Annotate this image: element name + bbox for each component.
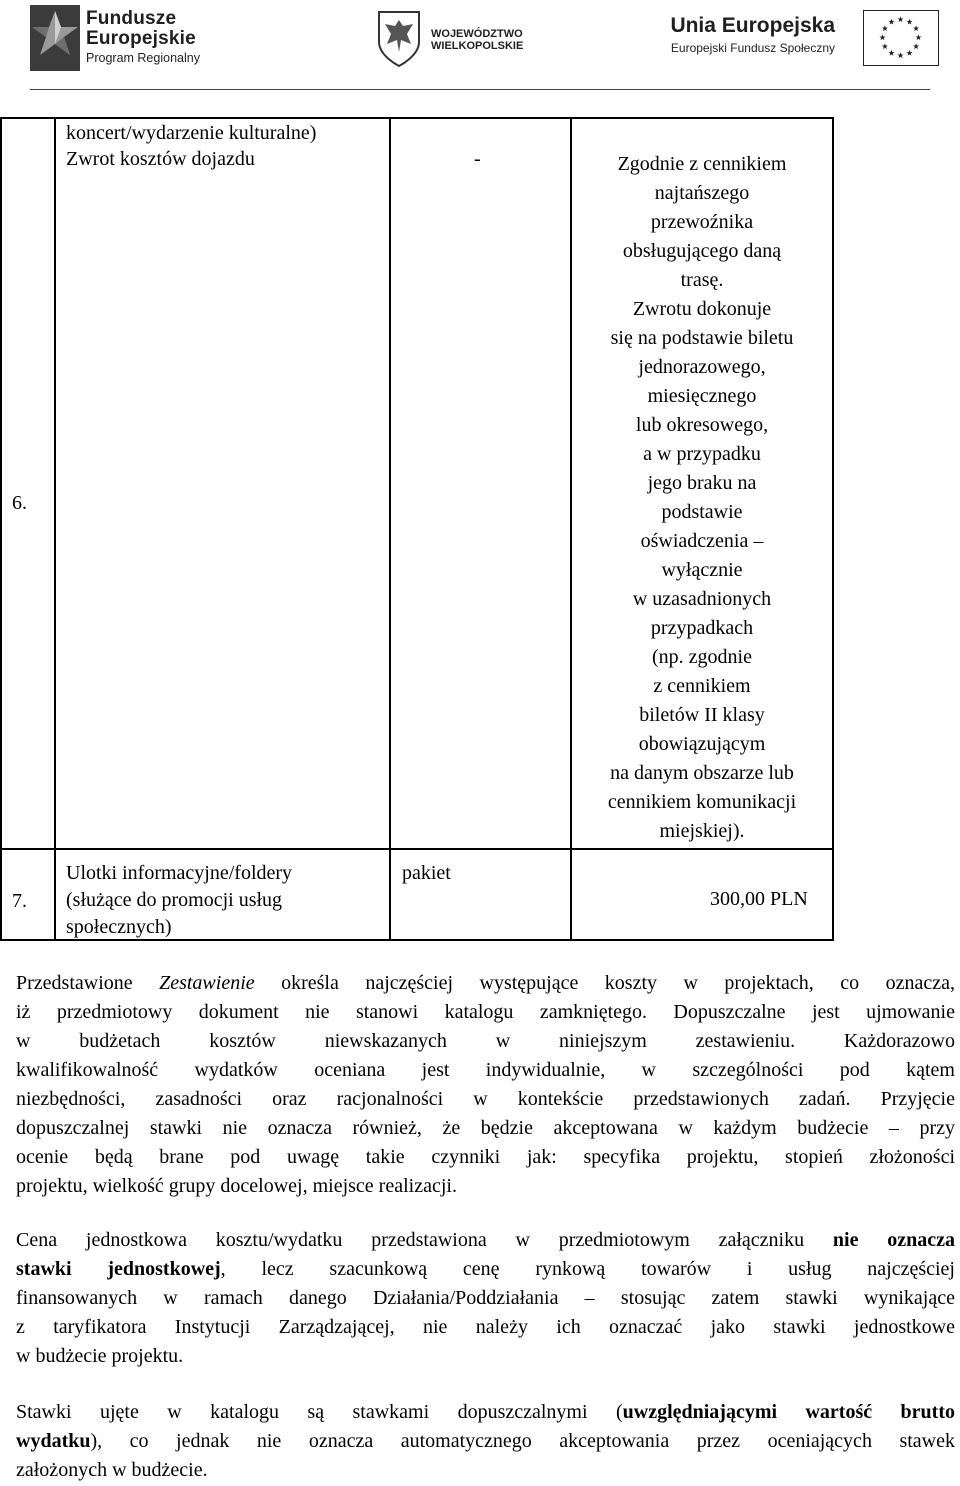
eu-star-icon xyxy=(879,34,885,40)
p3-line: wydatku), co jednak nie oznacza automatycznego akceptowania przez oceniających stawek xyxy=(16,1430,955,1452)
row7-unit: pakiet xyxy=(402,862,451,884)
row6-price-line: wyłącznie xyxy=(661,559,743,581)
col-line-1 xyxy=(54,117,56,941)
eu-star-icon xyxy=(888,19,894,25)
row6-name: Zwrot kosztów dojazdu xyxy=(66,148,255,170)
ue-subtitle: Europejski Fundusz Społeczny xyxy=(670,41,835,55)
row6-number: 6. xyxy=(12,492,27,514)
p1-line: niezbędności, zasadności oraz racjonalności w kontekście przedstawionych zadań. Przyjęcie xyxy=(16,1088,955,1110)
eu-star-icon xyxy=(882,43,888,49)
row6-price-line: obsługującego daną xyxy=(622,240,782,262)
row6-price-line: cennikiem komunikacji xyxy=(607,791,797,813)
eu-star-icon xyxy=(913,25,919,31)
row7-price: 300,00 PLN xyxy=(710,888,808,910)
fe-title-line2: Europejskie xyxy=(86,28,196,49)
eu-star-icon xyxy=(897,16,903,22)
row6-price-line: się na podstawie biletu xyxy=(610,327,794,349)
fundusze-europejskie-logo xyxy=(30,5,250,71)
p1-line: Przedstawione Zestawienie określa najczęściej występujące koszty w projektach, co oznacza, xyxy=(16,972,955,994)
col-line-4 xyxy=(832,117,834,941)
eu-star-icon xyxy=(897,52,903,58)
row6-price-line: lub okresowego, xyxy=(635,414,769,436)
zestawienie-emphasis: Zestawienie xyxy=(159,972,255,994)
unia-europejska-logo xyxy=(655,10,940,70)
cost-table xyxy=(0,117,834,941)
eu-star-icon xyxy=(888,50,894,56)
fe-subtitle: Program Regionalny xyxy=(86,51,200,65)
p2-line: z taryfikatora Instytucji Zarządzającej, nie należy ich oznaczać jako stawki jednostkowe xyxy=(16,1316,955,1338)
row6-unit: - xyxy=(474,148,481,170)
row6-price-line: Zgodnie z cennikiem xyxy=(617,153,787,175)
row6-price-line: jego braku na xyxy=(647,472,757,494)
eu-star-icon xyxy=(882,25,888,31)
p1-line: kwalifikowalność wydatków oceniana jest indywidualnie, w szczególności pod kątem xyxy=(16,1059,955,1081)
paragraph-stawki xyxy=(16,1398,955,1485)
p2-line: finansowanych w ramach danego Działania/Poddziałania – stosując zatem stawki wynikające xyxy=(16,1287,955,1309)
row6-price-line: obowiązującym xyxy=(638,733,766,755)
prev-row-text: koncert/wydarzenie kulturalne) xyxy=(66,122,317,144)
wojewodztwo-wielkopolskie-logo xyxy=(375,8,535,68)
row6-price-line: podstawie xyxy=(661,501,743,523)
p1-line: projektu, wielkość grupy docelowej, miejsce realizacji. xyxy=(16,1175,457,1197)
row7-number: 7. xyxy=(12,890,27,912)
row6-price-line: z cennikiem xyxy=(653,675,751,697)
fe-star-icon xyxy=(30,5,80,71)
row6-price-line: (np. zgodnie xyxy=(652,646,752,668)
row6-price-line: miejskiej). xyxy=(659,820,745,842)
row6-price-line: trasę. xyxy=(680,269,724,291)
row6-price-line: w uzasadnionych xyxy=(632,588,772,610)
wydatku-bold: wydatku xyxy=(16,1430,91,1452)
header-divider xyxy=(30,89,930,90)
p1-line: iż przedmiotowy dokument nie stanowi katalogu zamkniętego. Dopuszczalne jest ujmowanie xyxy=(16,1001,955,1023)
row6-price-line: oświadczenia – xyxy=(640,530,764,552)
eu-star-icon xyxy=(913,43,919,49)
col-line-2 xyxy=(389,117,391,941)
paragraph-zestawienie xyxy=(16,969,955,1201)
ue-title: Unia Europejska xyxy=(670,14,835,37)
p2-line: stawki jednostkowej, lecz szacunkową cenę rynkową towarów i usług najczęściej xyxy=(16,1258,955,1280)
wlkp-line1: WOJEWÓDZTWO xyxy=(431,28,523,40)
eagle-crest-icon xyxy=(375,8,423,68)
row6-price-line: jednorazowego, xyxy=(638,356,766,378)
row6-price-line: najtańszego xyxy=(654,182,750,204)
p3-line: założonych w budżecie. xyxy=(16,1459,208,1481)
row6-price-line: a w przypadku xyxy=(643,443,761,465)
fe-title-line1: Fundusze xyxy=(86,8,177,29)
row6-price-description xyxy=(572,150,832,846)
row7-name-line3: społecznych) xyxy=(66,916,172,938)
p2-line: Cena jednostkowa kosztu/wydatku przedstawiona w przedmiotowym załączniku nie oznacza xyxy=(16,1229,956,1251)
eu-star-icon xyxy=(915,34,921,40)
p1-line: dopuszczalnej stawki nie oznacza również, że będzie akceptowana w każdym budżecie – przy xyxy=(16,1117,955,1139)
p1-line: ocenie będą brane pod uwagę takie czynniki jak: specyfika projektu, stopień złożoności xyxy=(16,1146,955,1168)
stawki-jednostkowej-bold: stawki jednostkowej xyxy=(16,1258,221,1280)
col-line-0 xyxy=(0,117,2,941)
eu-flag-icon xyxy=(863,10,939,66)
row6-price-line: Zwrotu dokonuje xyxy=(632,298,772,320)
p1-line: w budżetach kosztów niewskazanych w niniejszym zestawieniu. Każdorazowo xyxy=(16,1030,955,1052)
page-header xyxy=(0,0,960,80)
p2-line: w budżecie projektu. xyxy=(16,1345,184,1367)
paragraph-cena-jednostkowa xyxy=(16,1226,955,1371)
eu-star-icon xyxy=(906,50,912,56)
nie-oznacza-bold: nie oznacza xyxy=(832,1229,956,1251)
row6-price-line: na danym obszarze lub xyxy=(610,762,794,784)
row6-price-line: przewoźnika xyxy=(650,211,754,233)
p3-line: Stawki ujęte w katalogu są stawkami dopuszczalnymi (uwzględniającymi wartość brutto xyxy=(16,1401,955,1423)
row7-name-line1: Ulotki informacyjne/foldery xyxy=(66,862,293,884)
row6-price-line: miesięcznego xyxy=(647,385,757,407)
wartosc-brutto-bold: uwzględniającymi wartość brutto xyxy=(622,1401,955,1423)
row6-price-line: przypadkach xyxy=(650,617,754,639)
eu-star-icon xyxy=(906,19,912,25)
row6-price-line: biletów II klasy xyxy=(639,704,765,726)
wlkp-line2: WIELKOPOLSKIE xyxy=(431,40,524,52)
row-divider xyxy=(0,848,834,850)
row7-name-line2: (służące do promocji usług xyxy=(66,889,283,911)
